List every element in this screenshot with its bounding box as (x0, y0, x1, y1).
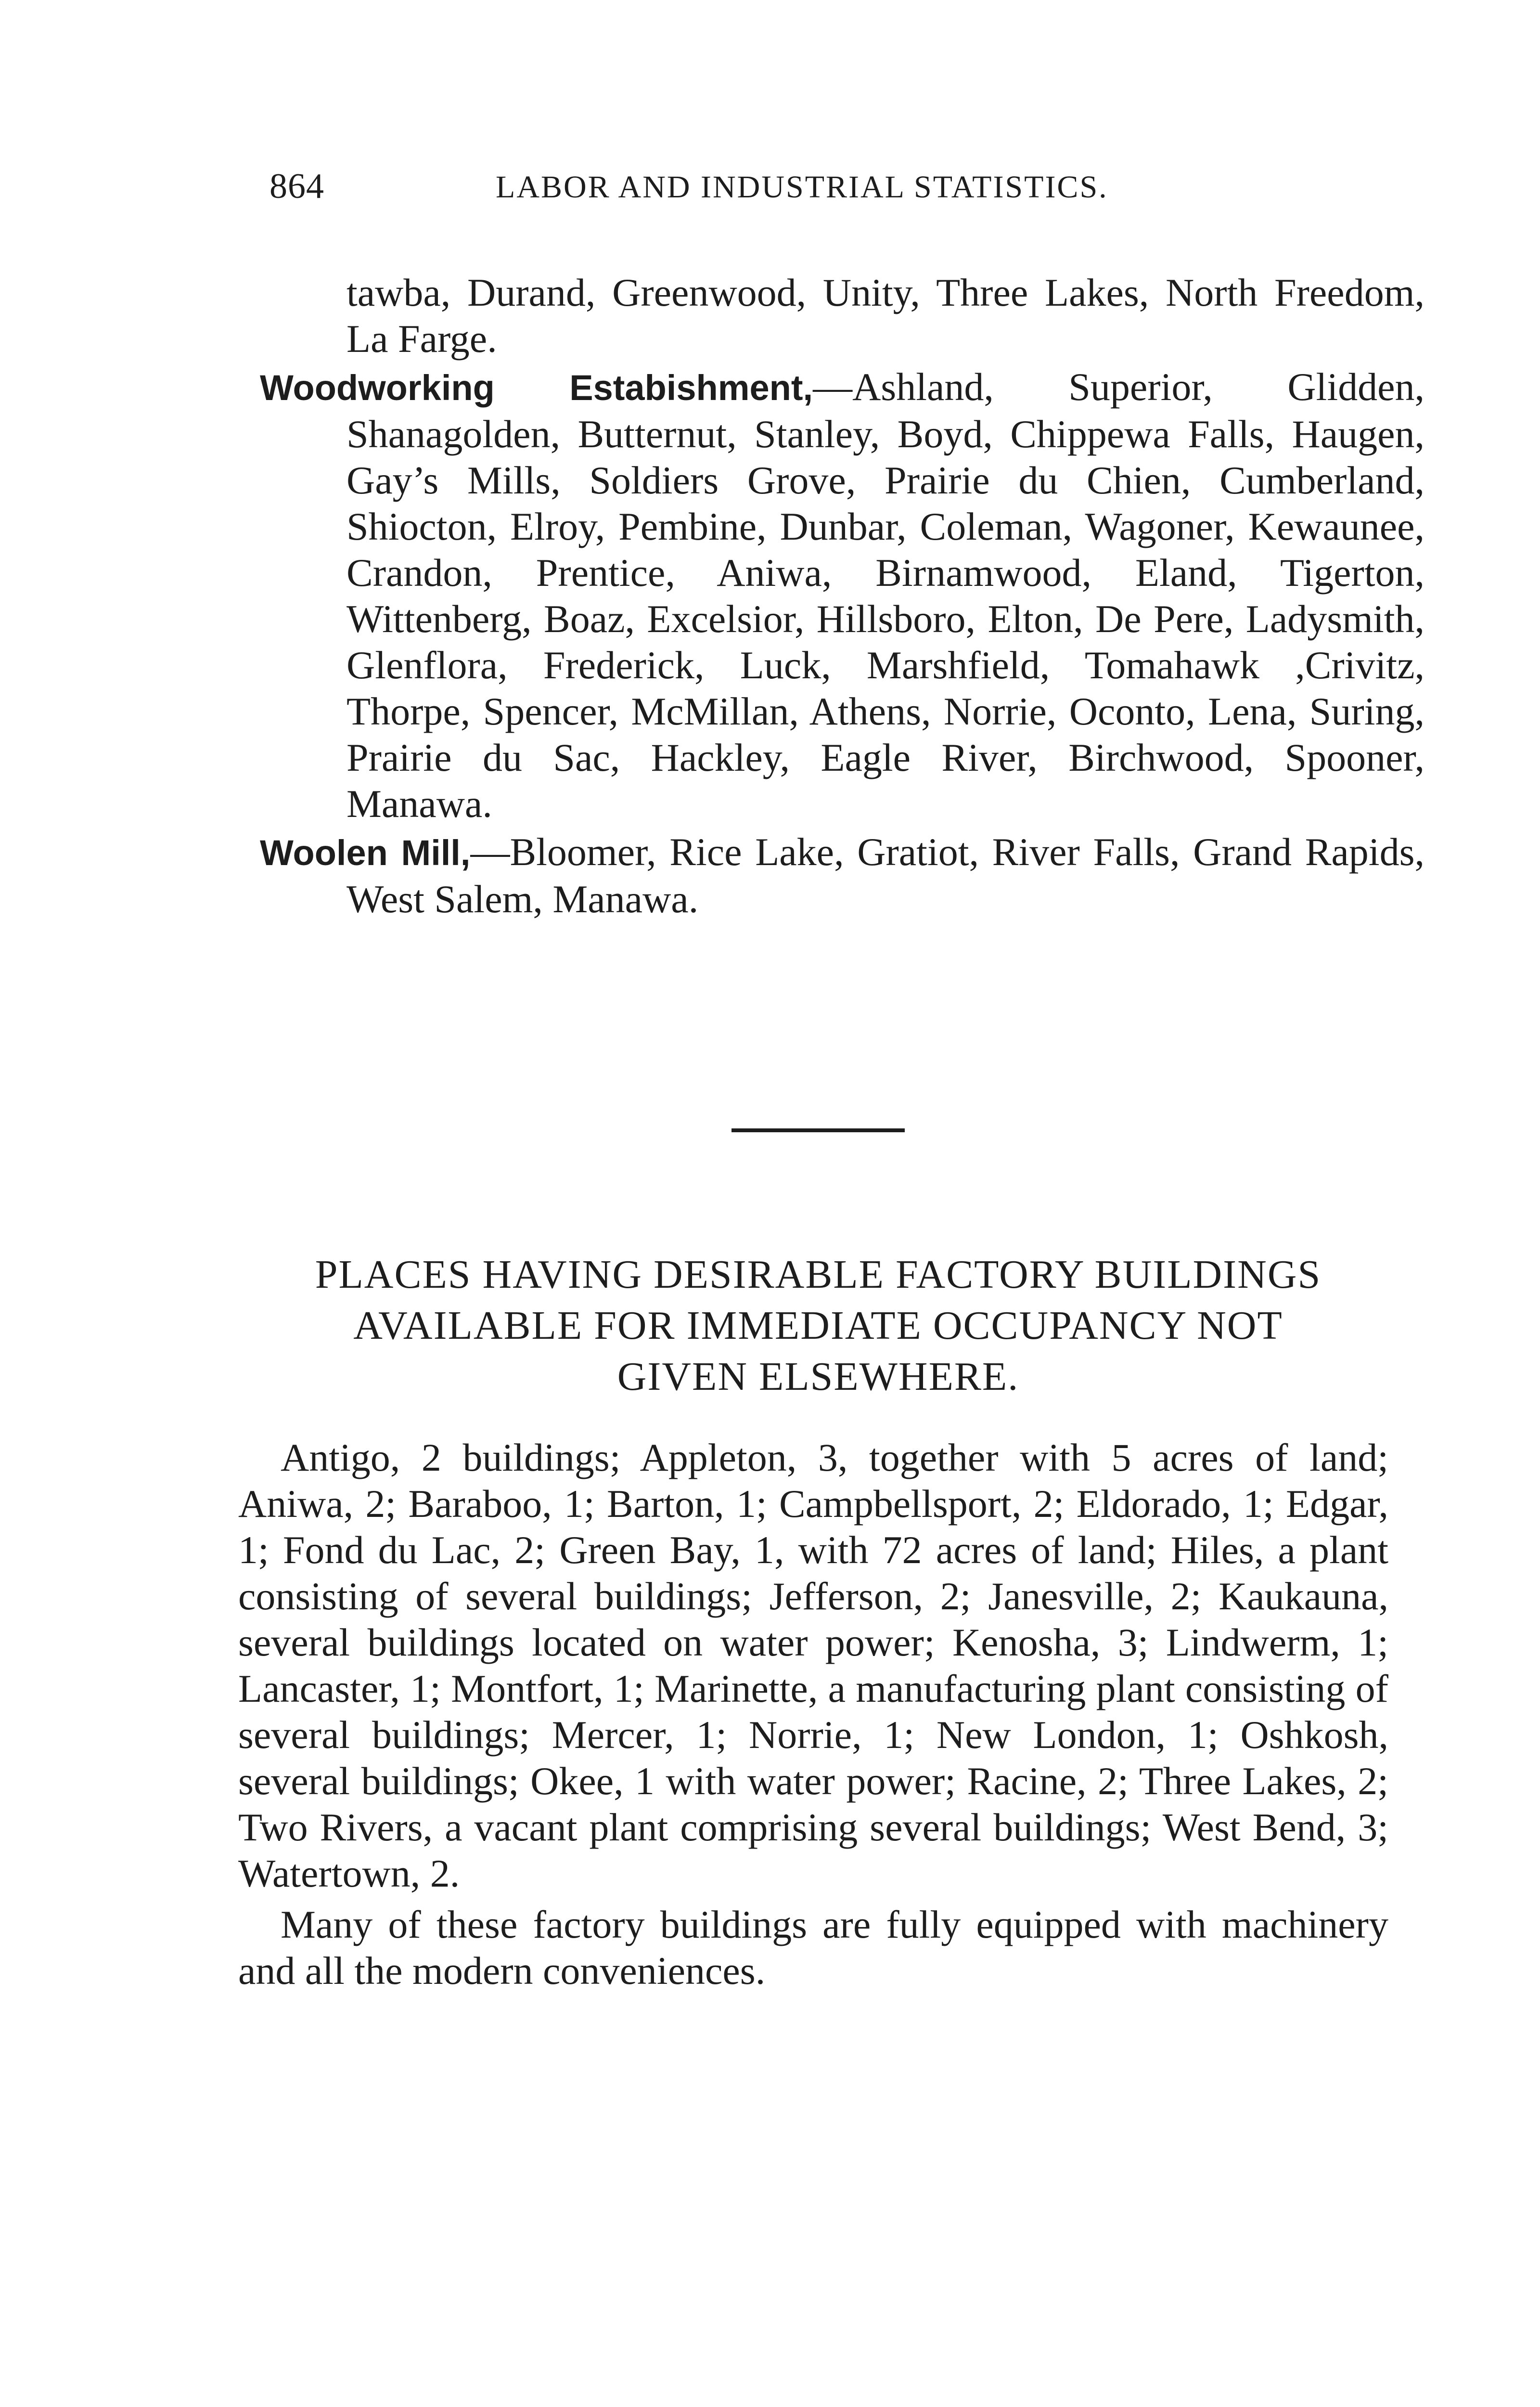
industry-index-list (260, 270, 1424, 924)
index-entry-woolen-mill (260, 829, 1424, 922)
section-divider (732, 1128, 905, 1132)
body-paragraph: Many of these factory buildings are fully equipped with machinery and all the modern conveniences. (238, 1902, 1388, 1993)
section-heading-line: GIVEN ELSEWHERE. (617, 1354, 1019, 1399)
body-paragraph: Antigo, 2 buildings; Appleton, 3, together with 5 acres of land; Aniwa, 2; Baraboo, 1; Barton, 1; Campbellsport, 2; Eldorado, 1; Edgar, 1; Fond du Lac, 2; Green Bay, 1, with 72 acres of land; Hiles, a plant consisting of several buildings; Jefferson, 2; Janesville, 2; Kaukauna, several buildings located on water power; Kenosha, 3; Lindwerm, 1; Lancaster, 1; Montfort, 1; Marinette, a manufacturing plant consisting of several buildings; Mercer, 1; Norrie, 1; New London, 1; Oshkosh, several buildings; Okee, 1 with water power; Racine, 2; Three Lakes, 2; Two Rivers, a vacant plant comprising several buildings; West Bend, 3; Watertown, 2. (238, 1436, 1388, 1895)
index-entry-woodworking (260, 364, 1424, 827)
index-entry-places: —Bloomer, Rice Lake, Gratiot, River Falls, Grand Rapids, West Salem, Manawa. (346, 830, 1424, 921)
page-number: 864 (270, 167, 324, 206)
page-header (270, 166, 1251, 219)
index-entry-continuation: tawba, Durand, Greenwood, Unity, Three Lakes, North Freedom, La Farge. (346, 271, 1424, 361)
section-heading (231, 1249, 1405, 1402)
running-title: LABOR AND INDUSTRIAL STATISTICS. (496, 169, 1108, 205)
index-entry-heading: Woodworking Estabishment, (260, 368, 813, 408)
index-entry-heading: Woolen Mill, (260, 833, 471, 873)
section-heading-line: AVAILABLE FOR IMMEDIATE OCCUPANCY NOT (353, 1303, 1283, 1348)
section-heading-line: PLACES HAVING DESIRABLE FACTORY BUILDINGS (315, 1252, 1322, 1297)
index-entry-places: —Ashland, Superior, Glidden, Shanagolden, Butternut, Stanley, Boyd, Chippewa Falls, Haugen, Gay’s Mills, Soldiers Grove, Prairie du Chien, Cumberland, Shiocton, Elroy, Pembine, Dunbar, Coleman, Wagoner, Kewaunee, Crandon, Prentice, Aniwa, Birnamwood, Eland, Tigerton, Wittenberg, Boaz, Excelsior, Hillsboro, Elton, De Pere, Ladysmith, Glenflora, Frederick, Luck, Marshfield, Tomahawk ,Crivitz, Thorpe, Spencer, McMillan, Athens, Norrie, Oconto, Lena, Suring, Prairie du Sac, Hackley, Eagle River, Birchwood, Spooner, Manawa. (346, 365, 1424, 826)
section-body (238, 1435, 1388, 1999)
